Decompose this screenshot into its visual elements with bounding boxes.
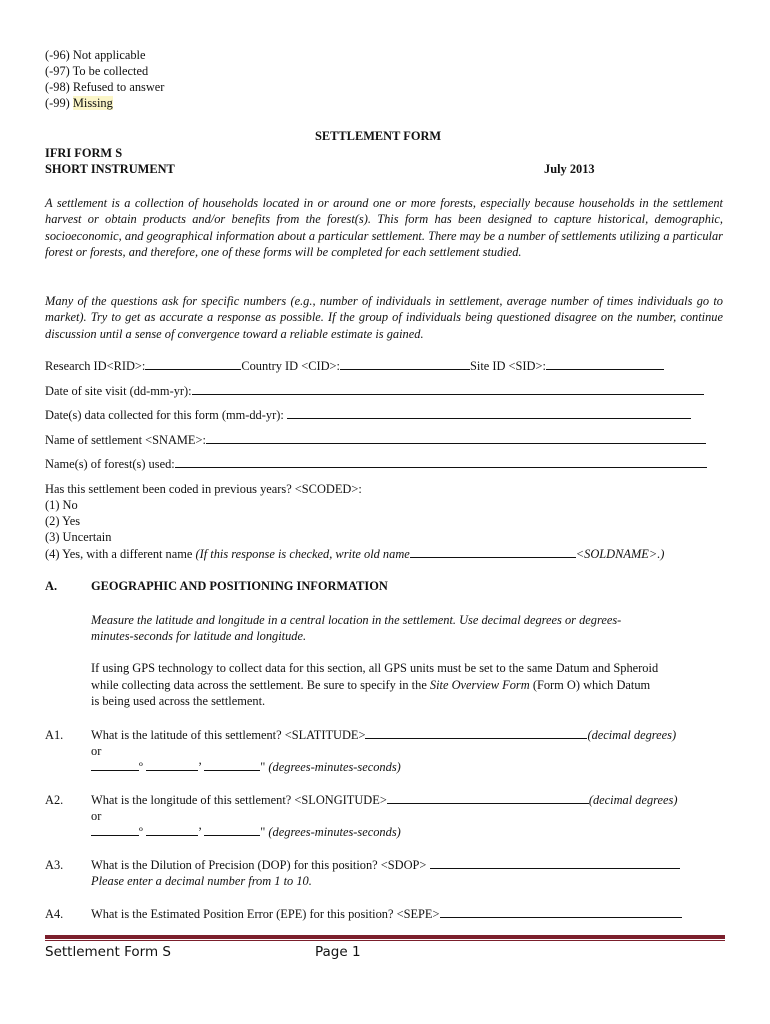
site-id-label: Site ID <SID>: [470,359,546,373]
settlement-name-field[interactable] [206,432,706,444]
collected-date-label: Date(s) data collected for this form (mm-dd-yr): [45,408,287,422]
collected-date-row [45,407,723,423]
code-label: To be collected [72,64,149,78]
longitude-minutes-field[interactable] [146,824,198,836]
longitude-dms-row: º ’ " (degrees-minutes-seconds) [91,824,401,840]
site-id-field[interactable] [546,358,664,370]
research-id-label: Research ID<RID>: [45,359,146,373]
latitude-degrees-field[interactable] [91,759,139,771]
footer-form-name: Settlement Form S [45,944,171,960]
intro-paragraph-1: A settlement is a collection of households located in or around one or more forests, especially because households in the settlement harvest or obtain products and/or benefits from the forest(s). This form has been designed to capture historical, demographic, socioeconomic, and geographical information about a particular settlement. There may be a number of settlements utilizing a particular forest or forests, and therefore, one of these forms will be completed for each settlement studied. [45,196,723,260]
research-id-field[interactable] [145,358,241,370]
code-label: Refused to answer [72,80,165,94]
question-text: What is the Estimated Position Error (EPE) for this position? <SEPE> [91,907,440,921]
scoded-option-different-name[interactable] [45,546,664,562]
question-a4 [91,906,682,922]
footer-rule-thick [45,935,725,939]
option-instruction: (If this response is checked, write old name [195,547,410,561]
forest-names-field[interactable] [175,456,707,468]
visit-date-field[interactable] [192,383,704,395]
unit-label: (degrees-minutes-seconds) [268,760,401,774]
question-a3 [91,857,680,873]
code-label-highlighted: Missing [72,96,113,110]
form-name: IFRI FORM S [45,146,123,160]
question-text: What is the longitude of this settlement? <SLONGITUDE> [91,793,387,807]
footer-rule-thin [45,940,725,941]
section-note-2-line-1: If using GPS technology to collect data for this section, all GPS units must be set to the same Datum and Spheroid [91,661,659,675]
visit-date-label: Date of site visit (dd-mm-yr): [45,384,192,398]
latitude-seconds-field[interactable] [204,759,260,771]
code-missing [45,95,113,111]
section-note-1-line-1: Measure the latitude and longitude in a central location in the settlement. Use decimal degrees or degrees- [91,613,622,627]
dop-instruction: Please enter a decimal number from 1 to 10. [91,874,312,888]
latitude-minutes-field[interactable] [146,759,198,771]
old-name-field[interactable] [410,546,576,558]
note-text: while collecting data across the settlement. Be sure to specify in the [91,678,430,692]
dop-field[interactable] [430,857,680,869]
visit-date-row [45,383,723,399]
code-number: (-97) [45,64,70,78]
section-note-2-line-3: is being used across the settlement. [91,694,266,708]
longitude-degrees-field[interactable] [91,824,139,836]
unit-label: (decimal degrees) [588,793,678,807]
code-number: (-98) [45,80,70,94]
footer-page-number: Page 1 [315,944,361,960]
longitude-decimal-field[interactable] [387,792,589,804]
unit-label: (decimal degrees) [587,728,677,742]
soldname-code: <SOLDNAME>.) [575,547,665,561]
section-note-1-line-2: minutes-seconds for latitude and longitude. [91,629,307,643]
scoded-option-uncertain[interactable]: (3) Uncertain [45,530,112,544]
country-id-label: Country ID <CID>: [241,359,340,373]
question-text: What is the latitude of this settlement? <SLATITUDE> [91,728,366,742]
note-text: (Form O) which Datum [529,678,651,692]
code-number: (-96) [45,48,70,62]
code-number: (-99) [45,96,70,110]
scoded-option-yes[interactable]: (2) Yes [45,514,81,528]
option-label: (4) Yes, with a different name [45,547,196,561]
scoded-option-no[interactable]: (1) No [45,498,78,512]
question-number-a1: A1. [45,728,64,742]
section-title: GEOGRAPHIC AND POSITIONING INFORMATION [91,579,388,593]
scoded-question: Has this settlement been coded in previous years? <SCODED>: [45,482,362,496]
note-form-ref: Site Overview Form [429,678,530,692]
code-label: Not applicable [72,48,146,62]
settlement-name-row [45,432,723,448]
form-date: July 2013 [544,162,595,176]
settlement-name-label: Name of settlement <SNAME>: [45,433,206,447]
section-letter: A. [45,579,58,593]
or-label: or [91,744,102,758]
code-not-applicable [45,47,146,63]
forest-names-row [45,456,723,472]
longitude-seconds-field[interactable] [204,824,260,836]
epe-field[interactable] [440,906,682,918]
section-note-2-line-2 [91,677,650,693]
collected-date-field[interactable] [287,407,691,419]
unit-label: (degrees-minutes-seconds) [268,825,401,839]
question-number-a3: A3. [45,858,64,872]
intro-paragraph-2: Many of the questions ask for specific numbers (e.g., number of individuals in settlement, average number of times individuals go to market). Try to get as accurate a response as possible. If the group of individuals being questioned disagree on the number, continue discussion until a sense of convergence toward a reliable estimate is gained. [45,294,723,341]
or-label: or [91,809,102,823]
question-text: What is the Dilution of Precision (DOP) for this position? <SDOP> [91,858,430,872]
question-a1 [91,727,676,743]
question-number-a2: A2. [45,793,64,807]
question-a2 [91,792,677,808]
country-id-field[interactable] [340,358,470,370]
forest-names-label: Name(s) of forest(s) used: [45,457,175,471]
code-refused [45,79,164,95]
question-number-a4: A4. [45,907,64,921]
latitude-decimal-field[interactable] [365,727,587,739]
instrument-label: SHORT INSTRUMENT [45,162,175,176]
latitude-dms-row: º ’ " (degrees-minutes-seconds) [91,759,401,775]
form-title: SETTLEMENT FORM [315,129,442,143]
id-row [45,358,723,374]
code-to-be-collected [45,63,148,79]
